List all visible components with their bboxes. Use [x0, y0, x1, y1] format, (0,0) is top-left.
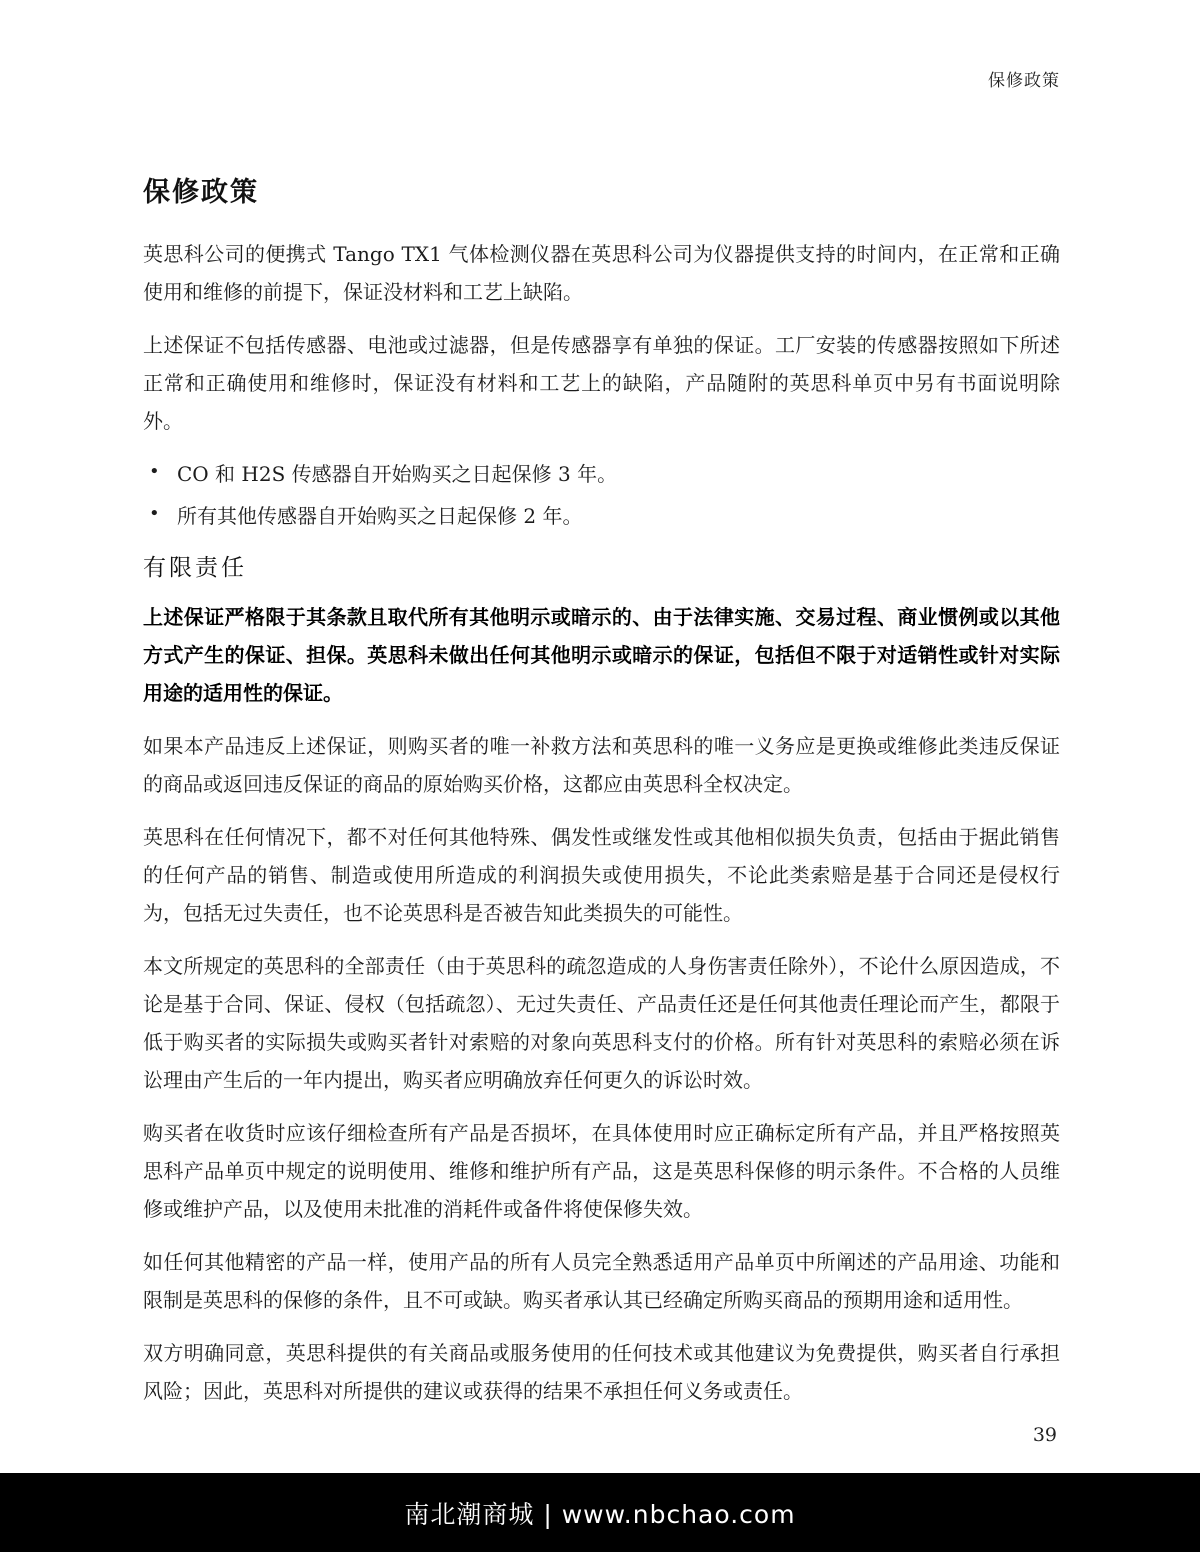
intro-paragraph-2: 上述保证不包括传感器、电池或过滤器，但是传感器享有单独的保证。工厂安装的传感器按照如下所述正常和正确使用和维修时，保证没有材料和工艺上的缺陷，产品随附的英思科单页中另有书面说明除外。	[143, 333, 1060, 433]
footer-site-text: 南北潮商城 | www.nbchao.com	[404, 1499, 796, 1529]
liability-paragraph-4: 购买者在收货时应该仔细检查所有产品是否损坏，在具体使用时应正确标定所有产品，并且严格按照英思科产品单页中规定的说明使用、维修和维护所有产品，这是英思科保修的明示条件。不合格的人员维修或维护产品，以及使用未批准的消耗件或备件将使保修失效。	[143, 1121, 1060, 1221]
running-header-label: 保修政策	[988, 71, 1060, 91]
intro-paragraph-1: 英思科公司的便携式 Tango TX1 气体检测仪器在英思科公司为仪器提供支持的时间内，在正常和正确使用和维修的前提下，保证没材料和工艺上缺陷。	[143, 242, 1060, 304]
liability-paragraph-5: 如任何其他精密的产品一样，使用产品的所有人员完全熟悉适用产品单页中所阐述的产品用途、功能和限制是英思科的保修的条件，且不可或缺。购买者承认其已经确定所购买商品的预期用途和适用性。	[143, 1250, 1060, 1312]
section-title-limited-liability: 有限责任	[143, 555, 247, 581]
document-content	[143, 170, 1060, 1425]
liability-paragraph-3: 本文所规定的英思科的全部责任（由于英思科的疏忽造成的人身伤害责任除外），不论什么原因造成，不论是基于合同、保证、侵权（包括疏忽）、无过失责任、产品责任还是任何其他责任理论而产生，都限于低于购买者的实际损失或购买者针对索赔的对象向英思科支付的价格。所有针对英思科的索赔必须在诉讼理由产生后的一年内提出，购买者应明确放弃任何更久的诉讼时效。	[143, 954, 1060, 1092]
warranty-bullet-list	[143, 455, 1060, 535]
document-title: 保修政策	[143, 177, 259, 208]
bullet-icon: •	[149, 461, 160, 482]
limited-liability-bold-paragraph: 上述保证严格限于其条款且取代所有其他明示或暗示的、由于法律实施、交易过程、商业惯例或以其他方式产生的保证、担保。英思科未做出任何其他明示或暗示的保证，包括但不限于对适销性或针对实际用途的适用性的保证。	[143, 605, 1060, 705]
bullet-icon: •	[149, 503, 160, 524]
liability-paragraph-2: 英思科在任何情况下，都不对任何其他特殊、偶发性或继发性或其他相似损失负责，包括由于据此销售的任何产品的销售、制造或使用所造成的利润损失或使用损失，不论此类索赔是基于合同还是侵权行为，包括无过失责任，也不论英思科是否被告知此类损失的可能性。	[143, 825, 1060, 925]
bullet-item-text: 所有其他传感器自开始购买之日起保修 2 年。	[177, 504, 583, 528]
bullet-item-text: CO 和 H2S 传感器自开始购买之日起保修 3 年。	[177, 462, 618, 486]
liability-paragraph-1: 如果本产品违反上述保证，则购买者的唯一补救方法和英思科的唯一义务应是更换或维修此类违反保证的商品或返回违反保证的商品的原始购买价格，这都应由英思科全权决定。	[143, 734, 1060, 796]
liability-paragraph-6: 双方明确同意，英思科提供的有关商品或服务使用的任何技术或其他建议为免费提供，购买者自行承担风险；因此，英思科对所提供的建议或获得的结果不承担任何义务或责任。	[143, 1341, 1060, 1403]
page-number: 39	[1032, 1424, 1057, 1446]
bullet-item-co-h2s	[143, 455, 1060, 493]
bullet-item-other-sensors	[143, 497, 1060, 535]
footer-bar	[0, 1473, 1200, 1552]
